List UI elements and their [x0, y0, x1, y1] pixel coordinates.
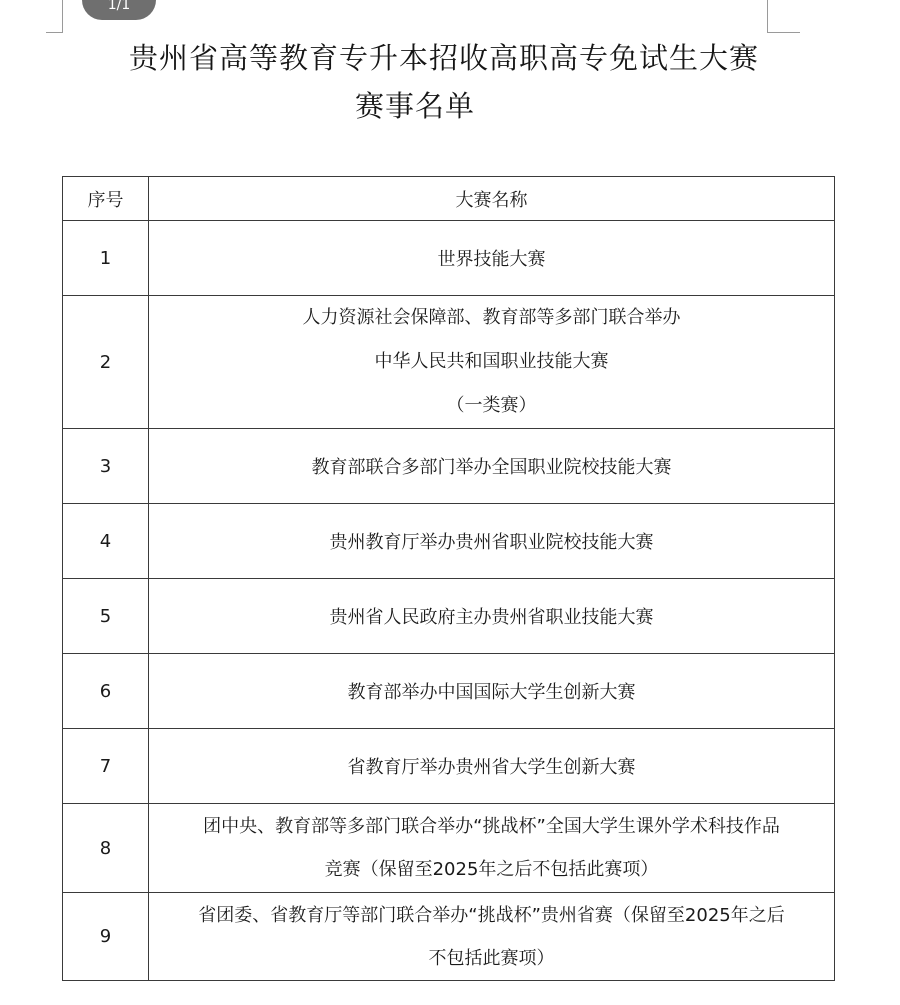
- table-row: [63, 579, 835, 654]
- row-number: 9: [63, 893, 149, 981]
- competition-name-line: 贵州省人民政府主办贵州省职业技能大赛: [329, 607, 654, 628]
- table-row: [63, 804, 835, 893]
- row-number: 3: [63, 429, 149, 504]
- table-row: [63, 504, 835, 579]
- competition-name: [149, 296, 835, 429]
- competition-name-line: 教育部举办中国国际大学生创新大赛: [347, 682, 636, 703]
- competition-name-line: 省教育厅举办贵州省大学生创新大赛: [347, 757, 636, 778]
- table-row: [63, 654, 835, 729]
- header-competition-name: 大赛名称: [149, 177, 835, 221]
- competition-name: [149, 579, 835, 654]
- crop-mark-top-left: [62, 0, 63, 32]
- competition-name: [149, 504, 835, 579]
- crop-mark-top-left-horizontal: [46, 32, 63, 33]
- table-row: [63, 296, 835, 429]
- table-row: [63, 221, 835, 296]
- row-number: 1: [63, 221, 149, 296]
- competition-name-line: 人力资源社会保障部、教育部等多部门联合举办: [302, 307, 681, 328]
- crop-mark-top-right: [767, 0, 768, 33]
- competition-name: [149, 804, 835, 893]
- table-row: [63, 429, 835, 504]
- row-number: 2: [63, 296, 149, 429]
- competition-name: [149, 893, 835, 981]
- row-number: 6: [63, 654, 149, 729]
- crop-mark-top-right-horizontal: [767, 32, 800, 33]
- page-indicator-badge: 1/1: [82, 0, 156, 20]
- row-number: 7: [63, 729, 149, 804]
- competition-name-line: 不包括此赛项）: [428, 947, 555, 969]
- competition-name: [149, 221, 835, 296]
- document-title: 贵州省高等教育专升本招收高职高专免试生大赛: [128, 41, 759, 75]
- table-row: [63, 729, 835, 804]
- table-header-row: [63, 177, 835, 221]
- competition-name-line: 世界技能大赛: [437, 249, 546, 270]
- competition-table: [62, 176, 835, 981]
- competition-name-line: 中华人民共和国职业技能大赛: [374, 351, 609, 372]
- competition-name-line: 竞赛（保留至2025年之后不包括此赛项）: [324, 859, 659, 880]
- competition-name: [149, 729, 835, 804]
- row-number: 5: [63, 579, 149, 654]
- competition-name-line: 贵州教育厅举办贵州省职业院校技能大赛: [329, 532, 654, 553]
- competition-name-line: 省团委、省教育厅等部门联合举办“挑战杯”贵州省赛（保留至2025年之后: [198, 904, 785, 926]
- table-row: [63, 893, 835, 981]
- competition-name-line: （一类赛）: [446, 395, 537, 416]
- row-number: 8: [63, 804, 149, 893]
- document-subtitle: 赛事名单: [354, 89, 475, 123]
- competition-name-line: 团中央、教育部等多部门联合举办“挑战杯”全国大学生课外学术科技作品: [203, 816, 780, 837]
- header-number: 序号: [63, 177, 149, 221]
- competition-name: [149, 429, 835, 504]
- competition-name: [149, 654, 835, 729]
- row-number: 4: [63, 504, 149, 579]
- competition-name-line: 教育部联合多部门举办全国职业院校技能大赛: [311, 457, 672, 478]
